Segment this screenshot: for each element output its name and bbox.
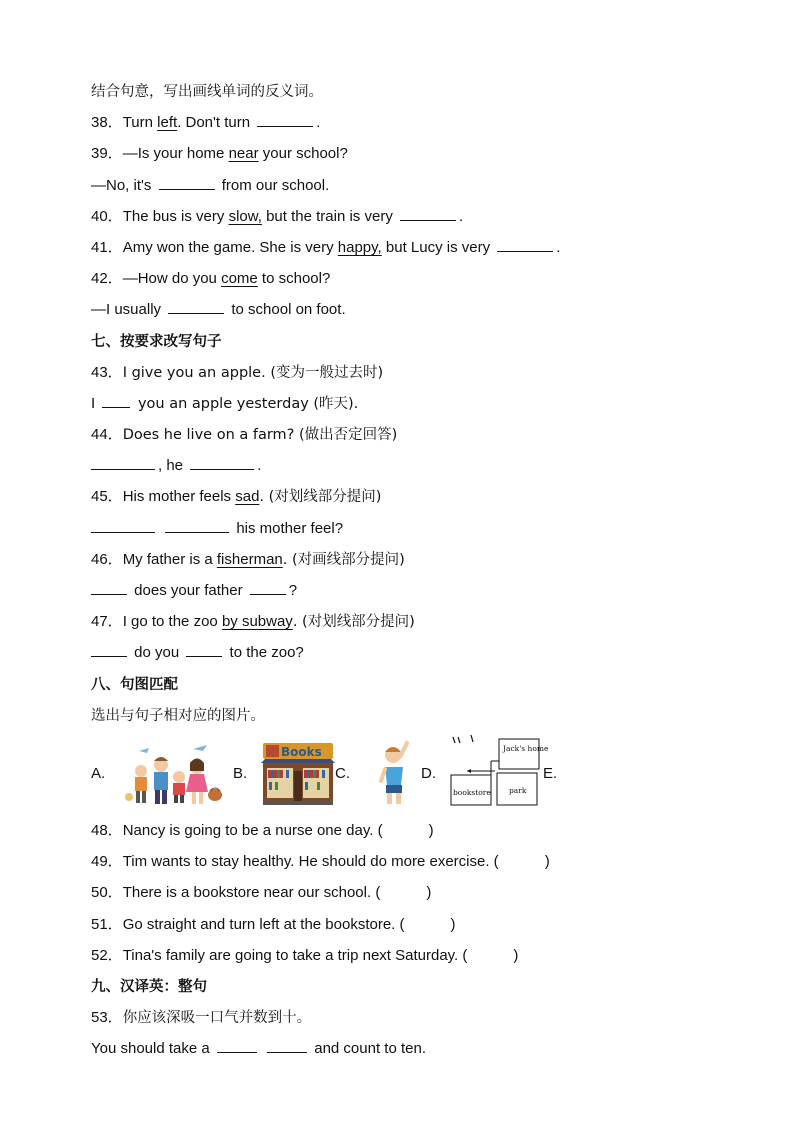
map-label-bookstore: bookstore: [453, 787, 491, 797]
section-title-rewrite: 七、按要求改写句子: [91, 333, 222, 350]
answer-text: to school on foot.: [227, 301, 346, 319]
books-sign-text: Books: [281, 744, 322, 759]
answer-blank[interactable]: [217, 1038, 257, 1053]
answer-text: his mother feel?: [232, 519, 344, 537]
paren-close: ): [426, 884, 432, 902]
question-text: to school?: [257, 270, 331, 288]
answer-text: , he: [158, 457, 188, 475]
question-number: 44．: [91, 426, 123, 444]
answer-blank[interactable]: [102, 393, 130, 408]
question-number: 47．: [91, 613, 123, 631]
question-53-answer: [91, 1037, 711, 1068]
question-text: Tim wants to stay healthy. He should do more exercise. (: [122, 853, 499, 871]
question-text: —Is your home: [122, 145, 229, 163]
question-text: . (对划线部分提问): [259, 489, 382, 506]
picture-options: [91, 741, 711, 811]
answer-text: does your father: [130, 582, 247, 599]
question-text: Does he live on a farm? (做出否定回答): [122, 427, 398, 444]
answer-blank[interactable]: [267, 1038, 307, 1053]
question-number: 39．: [91, 145, 123, 163]
underlined-word: near: [228, 145, 259, 163]
answer-blank[interactable]: [257, 112, 313, 127]
answer-text: I: [91, 394, 100, 412]
instruction-antonyms: 结合句意，写出画线单词的反义词。: [91, 84, 323, 100]
question-44-answer: , he .: [91, 454, 711, 485]
answer-text: you an apple yesterday (昨天).: [133, 395, 359, 412]
question-number: 45．: [91, 488, 123, 506]
question-52: [91, 944, 711, 975]
question-49: [91, 850, 711, 881]
question-45: [91, 485, 711, 516]
underlined-word: sad: [235, 488, 260, 506]
option-label-c: C.: [335, 764, 350, 782]
question-text: 你应该深吸一口气并数到十。: [122, 1010, 312, 1027]
question-40: 40．The bus is very slow, but the train is very .: [91, 207, 464, 225]
question-number: 53．: [91, 1009, 123, 1027]
option-label-b: B.: [233, 764, 248, 782]
question-42-answer: [91, 298, 711, 329]
question-text: I go to the zoo: [122, 613, 222, 631]
map-label-park: park: [509, 785, 527, 795]
question-text: Tina's family are going to take a trip next Saturday. (: [122, 946, 468, 964]
question-text: . Don't turn: [177, 114, 255, 132]
paren-close: ): [544, 853, 550, 871]
answer-text: from our school.: [217, 176, 330, 194]
underlined-word: fisherman: [216, 550, 283, 568]
question-text: Go straight and turn left at the bookstore. (: [122, 915, 405, 933]
question-text: your school?: [258, 145, 348, 163]
answer-blank[interactable]: [91, 455, 155, 470]
map-picture: [447, 733, 549, 809]
question-text: but Lucy is very: [381, 238, 495, 256]
answer-text: ?: [288, 582, 298, 599]
answer-blank[interactable]: [497, 237, 553, 252]
question-text: —How do you: [122, 270, 222, 288]
question-text: My father is a: [122, 550, 217, 568]
question-53: [91, 1006, 711, 1037]
option-label-a: A.: [91, 764, 106, 782]
worksheet: [91, 80, 711, 1068]
question-number: 41．: [91, 238, 123, 256]
paren-close: ): [513, 946, 519, 964]
bookstore-picture: [259, 741, 337, 807]
question-text: The bus is very: [122, 207, 229, 225]
question-number: 46．: [91, 550, 123, 568]
answer-text: You should take a: [91, 1040, 214, 1058]
answer-blank[interactable]: [168, 299, 224, 314]
question-39: [91, 142, 711, 173]
question-51: [91, 913, 711, 944]
answer-text: to the zoo?: [225, 644, 304, 662]
question-42: [91, 267, 711, 298]
option-label-d: D.: [421, 764, 436, 782]
map-label-home: Jack's home: [503, 743, 549, 753]
question-number: 51．: [91, 915, 123, 933]
question-number: 43．: [91, 363, 123, 381]
question-38: 38．Turn left. Don't turn .: [91, 114, 321, 132]
question-43-answer: [91, 392, 711, 423]
answer-blank[interactable]: [165, 518, 229, 533]
answer-blank[interactable]: [91, 642, 127, 657]
exercising-boy-picture: [375, 741, 415, 807]
instruction-match: 选出与句子相对应的图片。: [91, 707, 265, 724]
question-text: Amy won the game. She is very: [122, 238, 338, 256]
answer-text: —No, it's: [91, 176, 156, 194]
question-50: [91, 881, 711, 912]
question-text: Turn: [122, 114, 158, 132]
answer-text: and count to ten.: [310, 1040, 426, 1058]
question-46: [91, 548, 711, 579]
answer-blank[interactable]: [91, 518, 155, 533]
question-number: 49．: [91, 853, 123, 871]
question-number: 52．: [91, 946, 123, 964]
option-label-e: E.: [543, 764, 558, 782]
question-text: I give you an apple. (变为一般过去时): [122, 364, 384, 381]
underlined-word: come: [221, 270, 258, 288]
question-text: but the train is very: [261, 207, 397, 225]
underlined-word: left: [157, 114, 178, 132]
answer-blank[interactable]: [186, 642, 222, 657]
question-48: [91, 819, 711, 850]
question-46-answer: [91, 579, 711, 610]
underlined-word: slow,: [228, 207, 262, 225]
question-47-answer: [91, 641, 711, 672]
answer-text: do you: [130, 644, 184, 662]
paren-close: ): [450, 915, 456, 933]
answer-blank[interactable]: [190, 455, 254, 470]
question-number: 38．: [91, 114, 123, 132]
family-trip-picture: [121, 741, 226, 807]
question-44: [91, 423, 711, 454]
answer-blank[interactable]: [159, 175, 215, 190]
question-41: 41．Amy won the game. She is very happy, but Lucy is very .: [91, 238, 561, 256]
question-text: There is a bookstore near our school. (: [122, 884, 381, 902]
answer-text: —I usually: [91, 301, 166, 319]
question-47: [91, 610, 711, 641]
section-title-match: 八、句图匹配: [91, 676, 178, 693]
answer-blank[interactable]: [400, 206, 456, 221]
question-number: 48．: [91, 821, 123, 839]
underlined-word: happy,: [337, 238, 382, 256]
question-number: 42．: [91, 270, 123, 288]
question-number: 50．: [91, 884, 123, 902]
underlined-word: by subway: [221, 613, 293, 631]
question-text: . (对划线部分提问): [292, 614, 415, 631]
question-text: His mother feels: [122, 488, 236, 506]
question-number: 40．: [91, 207, 123, 225]
question-45-answer: [91, 517, 711, 548]
question-text: . (对画线部分提问): [282, 551, 405, 568]
paren-close: ): [428, 821, 434, 839]
question-43: [91, 361, 711, 392]
question-39-answer: [91, 174, 711, 205]
section-title-translate: 九、汉译英：整句: [91, 978, 207, 995]
answer-blank[interactable]: [91, 580, 127, 595]
answer-blank[interactable]: [250, 580, 286, 595]
question-text: Nancy is going to be a nurse one day. (: [122, 821, 383, 839]
